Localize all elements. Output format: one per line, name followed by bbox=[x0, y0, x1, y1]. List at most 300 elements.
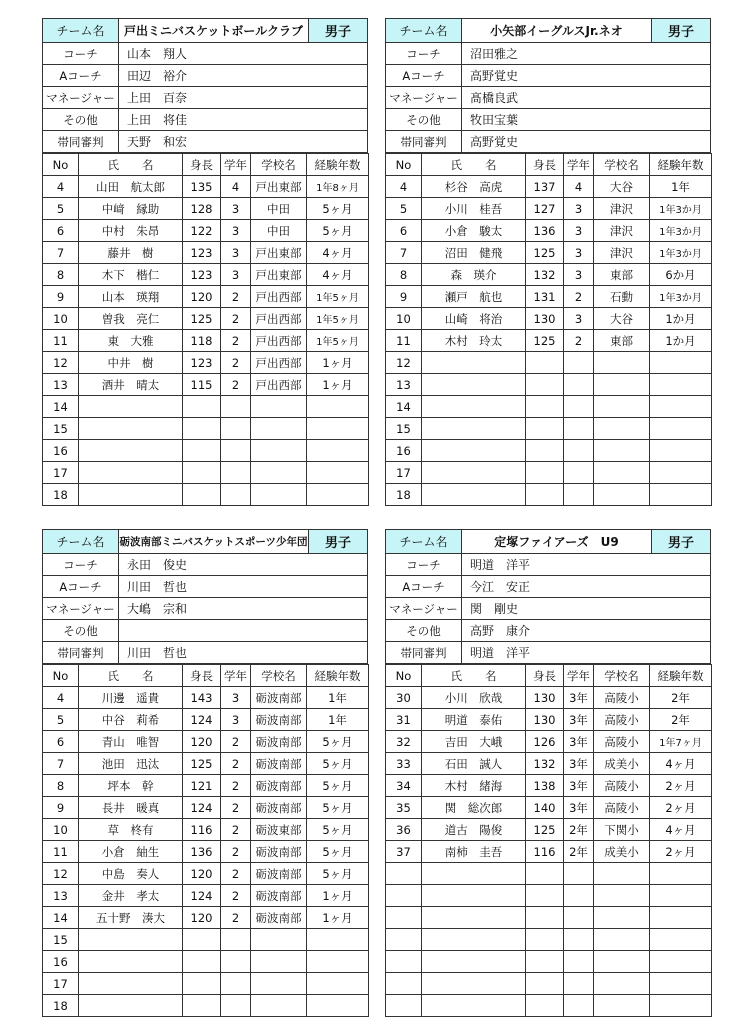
player-cell: 2 bbox=[221, 907, 251, 929]
staff-role: コーチ bbox=[43, 554, 119, 575]
player-cell: 4 bbox=[221, 176, 251, 198]
player-cell bbox=[183, 484, 221, 506]
player-cell: 15 bbox=[386, 418, 422, 440]
player-cell bbox=[422, 484, 526, 506]
player-cell: 1年3か月 bbox=[650, 198, 712, 220]
player-cell: 3 bbox=[564, 198, 594, 220]
staff-name: 牧田宝葉 bbox=[470, 113, 519, 127]
player-cell bbox=[594, 929, 650, 951]
player-cell: 木下 楷仁 bbox=[79, 264, 183, 286]
player-cell: 2年 bbox=[650, 687, 712, 709]
player-cell bbox=[650, 418, 712, 440]
player-cell bbox=[564, 374, 594, 396]
staff-name: 高野覚史 bbox=[470, 69, 519, 83]
player-cell: 32 bbox=[386, 731, 422, 753]
staff-row bbox=[386, 598, 710, 620]
player-row bbox=[386, 951, 712, 973]
staff-name: 田辺 裕介 bbox=[127, 69, 188, 83]
column-header: 氏 名 bbox=[79, 154, 183, 176]
player-row bbox=[386, 797, 712, 819]
player-cell: 11 bbox=[43, 841, 79, 863]
staff-name: 今江 安正 bbox=[470, 580, 531, 594]
player-cell bbox=[79, 418, 183, 440]
player-table bbox=[385, 153, 712, 506]
player-cell: 2ヶ月 bbox=[650, 775, 712, 797]
player-row bbox=[43, 220, 369, 242]
player-cell bbox=[564, 929, 594, 951]
player-cell: 136 bbox=[526, 220, 564, 242]
player-cell: 高陵小 bbox=[594, 775, 650, 797]
player-row bbox=[43, 687, 369, 709]
player-cell: 砺波南部 bbox=[251, 709, 307, 731]
staff-name: 永田 俊史 bbox=[127, 558, 188, 572]
player-cell: 124 bbox=[183, 709, 221, 731]
player-row bbox=[386, 462, 712, 484]
player-cell: 1年 bbox=[307, 687, 369, 709]
player-cell: 9 bbox=[43, 797, 79, 819]
player-row bbox=[43, 198, 369, 220]
player-cell: 5 bbox=[386, 198, 422, 220]
player-cell: 2 bbox=[564, 286, 594, 308]
player-cell bbox=[386, 995, 422, 1017]
player-cell bbox=[526, 352, 564, 374]
player-cell: 曽我 亮仁 bbox=[79, 308, 183, 330]
player-cell: 140 bbox=[526, 797, 564, 819]
column-header: 学年 bbox=[221, 154, 251, 176]
player-cell: 東部 bbox=[594, 330, 650, 352]
player-cell bbox=[221, 973, 251, 995]
player-cell: 中谷 莉希 bbox=[79, 709, 183, 731]
player-cell: 1年3か月 bbox=[650, 242, 712, 264]
column-header: 学年 bbox=[564, 154, 594, 176]
player-cell: 2 bbox=[221, 819, 251, 841]
player-cell bbox=[650, 396, 712, 418]
player-cell bbox=[594, 995, 650, 1017]
player-cell bbox=[307, 462, 369, 484]
player-row bbox=[386, 264, 712, 286]
player-cell bbox=[594, 396, 650, 418]
player-cell: 16 bbox=[43, 951, 79, 973]
player-cell bbox=[564, 885, 594, 907]
player-cell: 津沢 bbox=[594, 198, 650, 220]
staff-name: 明道 洋平 bbox=[470, 558, 531, 572]
player-cell: 125 bbox=[526, 819, 564, 841]
player-cell: 8 bbox=[43, 775, 79, 797]
player-cell bbox=[79, 440, 183, 462]
player-cell: 14 bbox=[43, 396, 79, 418]
player-row bbox=[43, 775, 369, 797]
column-header: 身長 bbox=[183, 665, 221, 687]
player-cell: 津沢 bbox=[594, 242, 650, 264]
player-cell: 2ヶ月 bbox=[650, 841, 712, 863]
player-cell bbox=[526, 929, 564, 951]
player-cell: 道古 陽俊 bbox=[422, 819, 526, 841]
staff-name: 上田 将佳 bbox=[127, 113, 188, 127]
staff-name: 沼田雅之 bbox=[470, 47, 519, 61]
player-cell: 12 bbox=[43, 352, 79, 374]
player-cell: 12 bbox=[386, 352, 422, 374]
player-cell: 5ヶ月 bbox=[307, 819, 369, 841]
staff-name: 高野 康介 bbox=[470, 624, 531, 638]
player-row bbox=[386, 731, 712, 753]
team-gender: 男子 bbox=[652, 19, 710, 42]
staff-role: Aコーチ bbox=[386, 65, 462, 86]
player-cell: 1ヶ月 bbox=[307, 907, 369, 929]
player-cell: 南柿 圭吾 bbox=[422, 841, 526, 863]
player-cell bbox=[251, 484, 307, 506]
column-header: 学校名 bbox=[594, 665, 650, 687]
player-row bbox=[386, 709, 712, 731]
team-header bbox=[385, 18, 711, 43]
player-cell: 9 bbox=[43, 286, 79, 308]
player-cell: 木村 玲太 bbox=[422, 330, 526, 352]
player-cell: 吉田 大峨 bbox=[422, 731, 526, 753]
player-cell bbox=[183, 973, 221, 995]
staff-row bbox=[386, 65, 710, 87]
player-cell: 115 bbox=[183, 374, 221, 396]
player-cell: 2 bbox=[221, 753, 251, 775]
player-cell: 戸出西部 bbox=[251, 352, 307, 374]
player-cell: 132 bbox=[526, 264, 564, 286]
player-row bbox=[386, 330, 712, 352]
team-name: 砺波南部ミニバスケットスポーツ少年団 bbox=[119, 530, 309, 553]
player-cell: 藤井 樹 bbox=[79, 242, 183, 264]
player-cell: 125 bbox=[526, 330, 564, 352]
column-header: No bbox=[386, 154, 422, 176]
player-cell bbox=[221, 995, 251, 1017]
team-name: 戸出ミニバスケットボールクラブ bbox=[119, 19, 309, 42]
player-row bbox=[386, 198, 712, 220]
staff-role: その他 bbox=[43, 620, 119, 641]
staff-role: マネージャー bbox=[43, 87, 119, 108]
player-row bbox=[386, 753, 712, 775]
player-cell: 5ヶ月 bbox=[307, 198, 369, 220]
player-cell: 3年 bbox=[564, 709, 594, 731]
player-cell: 33 bbox=[386, 753, 422, 775]
player-cell bbox=[79, 951, 183, 973]
player-cell bbox=[422, 863, 526, 885]
player-row bbox=[43, 863, 369, 885]
player-cell: 石動 bbox=[594, 286, 650, 308]
player-cell: 東部 bbox=[594, 264, 650, 286]
player-cell bbox=[594, 973, 650, 995]
player-cell: 122 bbox=[183, 220, 221, 242]
player-cell: 戸出東部 bbox=[251, 242, 307, 264]
player-row bbox=[43, 308, 369, 330]
player-cell: 5 bbox=[43, 198, 79, 220]
player-table-header bbox=[43, 154, 369, 176]
player-cell bbox=[564, 484, 594, 506]
player-cell: 2年 bbox=[564, 841, 594, 863]
player-cell: 18 bbox=[43, 995, 79, 1017]
staff-name: 明道 洋平 bbox=[470, 646, 531, 660]
player-cell bbox=[183, 929, 221, 951]
player-cell bbox=[594, 440, 650, 462]
player-cell bbox=[79, 484, 183, 506]
player-cell: 砺波南部 bbox=[251, 885, 307, 907]
player-cell bbox=[251, 951, 307, 973]
team-header bbox=[42, 529, 368, 554]
staff-role: 帯同審判 bbox=[386, 642, 462, 663]
player-cell: 金井 孝太 bbox=[79, 885, 183, 907]
player-cell bbox=[650, 973, 712, 995]
staff-role: コーチ bbox=[43, 43, 119, 64]
player-cell bbox=[650, 374, 712, 396]
column-header: No bbox=[43, 154, 79, 176]
staff-role: その他 bbox=[386, 109, 462, 130]
player-cell bbox=[650, 484, 712, 506]
player-cell: 1か月 bbox=[650, 330, 712, 352]
player-cell bbox=[650, 907, 712, 929]
player-table-header bbox=[386, 665, 712, 687]
player-cell bbox=[526, 973, 564, 995]
player-cell: 130 bbox=[526, 687, 564, 709]
player-cell bbox=[183, 440, 221, 462]
player-cell bbox=[526, 440, 564, 462]
player-cell: 1ヶ月 bbox=[307, 352, 369, 374]
player-cell bbox=[251, 418, 307, 440]
team-gender: 男子 bbox=[652, 530, 710, 553]
player-cell: 11 bbox=[43, 330, 79, 352]
player-cell: 石田 誠人 bbox=[422, 753, 526, 775]
player-cell: 127 bbox=[526, 198, 564, 220]
player-row bbox=[43, 907, 369, 929]
player-cell: 3 bbox=[221, 242, 251, 264]
staff-name bbox=[119, 620, 367, 641]
player-cell: 14 bbox=[43, 907, 79, 929]
player-cell: 2 bbox=[221, 330, 251, 352]
player-cell bbox=[307, 929, 369, 951]
staff-list bbox=[42, 554, 368, 664]
player-cell bbox=[422, 973, 526, 995]
player-cell bbox=[422, 440, 526, 462]
player-cell: 9 bbox=[386, 286, 422, 308]
player-cell bbox=[650, 995, 712, 1017]
player-row bbox=[43, 330, 369, 352]
staff-row bbox=[386, 43, 710, 65]
player-cell: 30 bbox=[386, 687, 422, 709]
player-cell bbox=[526, 995, 564, 1017]
player-cell: 2 bbox=[221, 308, 251, 330]
player-cell bbox=[526, 374, 564, 396]
player-cell bbox=[564, 973, 594, 995]
player-row bbox=[386, 176, 712, 198]
staff-row bbox=[43, 131, 367, 153]
player-cell: 青山 唯智 bbox=[79, 731, 183, 753]
column-header: 氏 名 bbox=[79, 665, 183, 687]
player-cell: 1年 bbox=[650, 176, 712, 198]
player-cell: 121 bbox=[183, 775, 221, 797]
player-cell: 5ヶ月 bbox=[307, 753, 369, 775]
player-cell: 3 bbox=[221, 198, 251, 220]
player-cell: 120 bbox=[183, 731, 221, 753]
player-cell bbox=[251, 929, 307, 951]
player-row bbox=[386, 374, 712, 396]
player-cell: 137 bbox=[526, 176, 564, 198]
staff-role: その他 bbox=[386, 620, 462, 641]
player-cell: 13 bbox=[43, 885, 79, 907]
player-cell: 4 bbox=[386, 176, 422, 198]
player-cell: 7 bbox=[43, 242, 79, 264]
player-cell bbox=[650, 929, 712, 951]
player-cell: 3 bbox=[564, 264, 594, 286]
player-row bbox=[43, 995, 369, 1017]
player-cell: 2 bbox=[564, 330, 594, 352]
player-cell: 五十野 湊大 bbox=[79, 907, 183, 929]
player-cell: 36 bbox=[386, 819, 422, 841]
player-cell: 3 bbox=[221, 687, 251, 709]
player-cell: 砺波南部 bbox=[251, 863, 307, 885]
player-cell bbox=[422, 374, 526, 396]
player-cell: 中田 bbox=[251, 220, 307, 242]
player-cell bbox=[526, 484, 564, 506]
player-cell: 1年7ヶ月 bbox=[650, 731, 712, 753]
player-cell bbox=[650, 462, 712, 484]
player-row bbox=[43, 973, 369, 995]
player-row bbox=[43, 731, 369, 753]
player-cell: 1ヶ月 bbox=[307, 374, 369, 396]
staff-row bbox=[43, 620, 367, 642]
player-table bbox=[42, 664, 369, 1017]
player-cell: 5ヶ月 bbox=[307, 775, 369, 797]
player-cell bbox=[79, 995, 183, 1017]
player-cell: 5 bbox=[43, 709, 79, 731]
staff-row bbox=[386, 554, 710, 576]
team-name: 定塚ファイアーズ U9 bbox=[462, 530, 652, 553]
player-cell bbox=[307, 396, 369, 418]
player-cell bbox=[251, 462, 307, 484]
player-cell: 34 bbox=[386, 775, 422, 797]
player-cell bbox=[79, 396, 183, 418]
player-cell bbox=[422, 995, 526, 1017]
player-cell: 17 bbox=[386, 462, 422, 484]
player-cell: 130 bbox=[526, 709, 564, 731]
staff-name: 髙橋良武 bbox=[470, 91, 519, 105]
player-cell bbox=[594, 462, 650, 484]
player-cell bbox=[564, 863, 594, 885]
player-cell: 4ヶ月 bbox=[307, 264, 369, 286]
player-cell bbox=[386, 907, 422, 929]
player-cell: 1年 bbox=[307, 709, 369, 731]
player-cell: 2 bbox=[221, 731, 251, 753]
column-header: 学校名 bbox=[594, 154, 650, 176]
player-cell: 砺波南部 bbox=[251, 775, 307, 797]
player-cell: 関 総次郎 bbox=[422, 797, 526, 819]
player-cell bbox=[422, 885, 526, 907]
staff-row bbox=[43, 43, 367, 65]
player-cell: 大谷 bbox=[594, 176, 650, 198]
player-row bbox=[386, 242, 712, 264]
player-row bbox=[386, 352, 712, 374]
player-cell: 6 bbox=[43, 220, 79, 242]
player-row bbox=[43, 352, 369, 374]
player-cell: 35 bbox=[386, 797, 422, 819]
player-row bbox=[386, 418, 712, 440]
player-row bbox=[43, 286, 369, 308]
player-cell: 118 bbox=[183, 330, 221, 352]
player-row bbox=[386, 885, 712, 907]
player-cell: 4ヶ月 bbox=[650, 753, 712, 775]
player-cell: 坪本 幹 bbox=[79, 775, 183, 797]
player-cell bbox=[526, 907, 564, 929]
player-cell: 砺波南部 bbox=[251, 797, 307, 819]
player-cell: 125 bbox=[183, 753, 221, 775]
player-cell bbox=[307, 973, 369, 995]
player-cell: 戸出西部 bbox=[251, 330, 307, 352]
player-row bbox=[386, 286, 712, 308]
staff-role: Aコーチ bbox=[43, 65, 119, 86]
player-cell: 120 bbox=[183, 907, 221, 929]
player-cell: 小倉 駿太 bbox=[422, 220, 526, 242]
player-row bbox=[43, 819, 369, 841]
player-cell bbox=[307, 995, 369, 1017]
player-cell: 7 bbox=[386, 242, 422, 264]
staff-role: マネージャー bbox=[386, 598, 462, 619]
player-cell: 10 bbox=[43, 819, 79, 841]
player-table-header bbox=[43, 665, 369, 687]
player-row bbox=[386, 929, 712, 951]
column-header: 氏 名 bbox=[422, 154, 526, 176]
player-cell bbox=[594, 352, 650, 374]
player-cell bbox=[422, 929, 526, 951]
player-cell bbox=[183, 396, 221, 418]
player-row bbox=[43, 885, 369, 907]
column-header: 学校名 bbox=[251, 154, 307, 176]
team-roster-sheet bbox=[42, 18, 368, 506]
team-gender: 男子 bbox=[309, 19, 367, 42]
player-cell: 136 bbox=[183, 841, 221, 863]
player-cell bbox=[251, 396, 307, 418]
player-cell bbox=[422, 352, 526, 374]
player-cell: 3 bbox=[564, 242, 594, 264]
player-cell: 116 bbox=[183, 819, 221, 841]
player-cell: 3年 bbox=[564, 753, 594, 775]
player-cell: 砺波南部 bbox=[251, 731, 307, 753]
player-cell: 津沢 bbox=[594, 220, 650, 242]
player-cell: 6 bbox=[386, 220, 422, 242]
player-cell: 125 bbox=[526, 242, 564, 264]
player-row bbox=[43, 797, 369, 819]
team-name-label: チーム名 bbox=[43, 530, 119, 553]
staff-row bbox=[43, 598, 367, 620]
player-cell: 138 bbox=[526, 775, 564, 797]
player-cell: 2 bbox=[221, 286, 251, 308]
player-cell bbox=[422, 951, 526, 973]
player-cell bbox=[526, 885, 564, 907]
player-cell: 酒井 晴太 bbox=[79, 374, 183, 396]
player-cell bbox=[564, 995, 594, 1017]
player-cell: 砺波南部 bbox=[251, 907, 307, 929]
player-cell bbox=[594, 484, 650, 506]
player-cell: 6 bbox=[43, 731, 79, 753]
player-row bbox=[386, 907, 712, 929]
player-cell: 成美小 bbox=[594, 753, 650, 775]
staff-role: その他 bbox=[43, 109, 119, 130]
player-cell bbox=[594, 885, 650, 907]
staff-row bbox=[43, 576, 367, 598]
player-cell bbox=[386, 863, 422, 885]
staff-name: 天野 和宏 bbox=[127, 135, 188, 149]
player-row bbox=[386, 396, 712, 418]
player-cell: 高陵小 bbox=[594, 797, 650, 819]
player-cell: 5ヶ月 bbox=[307, 220, 369, 242]
player-cell: 2ヶ月 bbox=[650, 797, 712, 819]
player-cell: 砺波東部 bbox=[251, 819, 307, 841]
staff-name: 川田 哲也 bbox=[127, 580, 188, 594]
player-cell: 8 bbox=[386, 264, 422, 286]
staff-role: マネージャー bbox=[43, 598, 119, 619]
player-cell bbox=[307, 418, 369, 440]
